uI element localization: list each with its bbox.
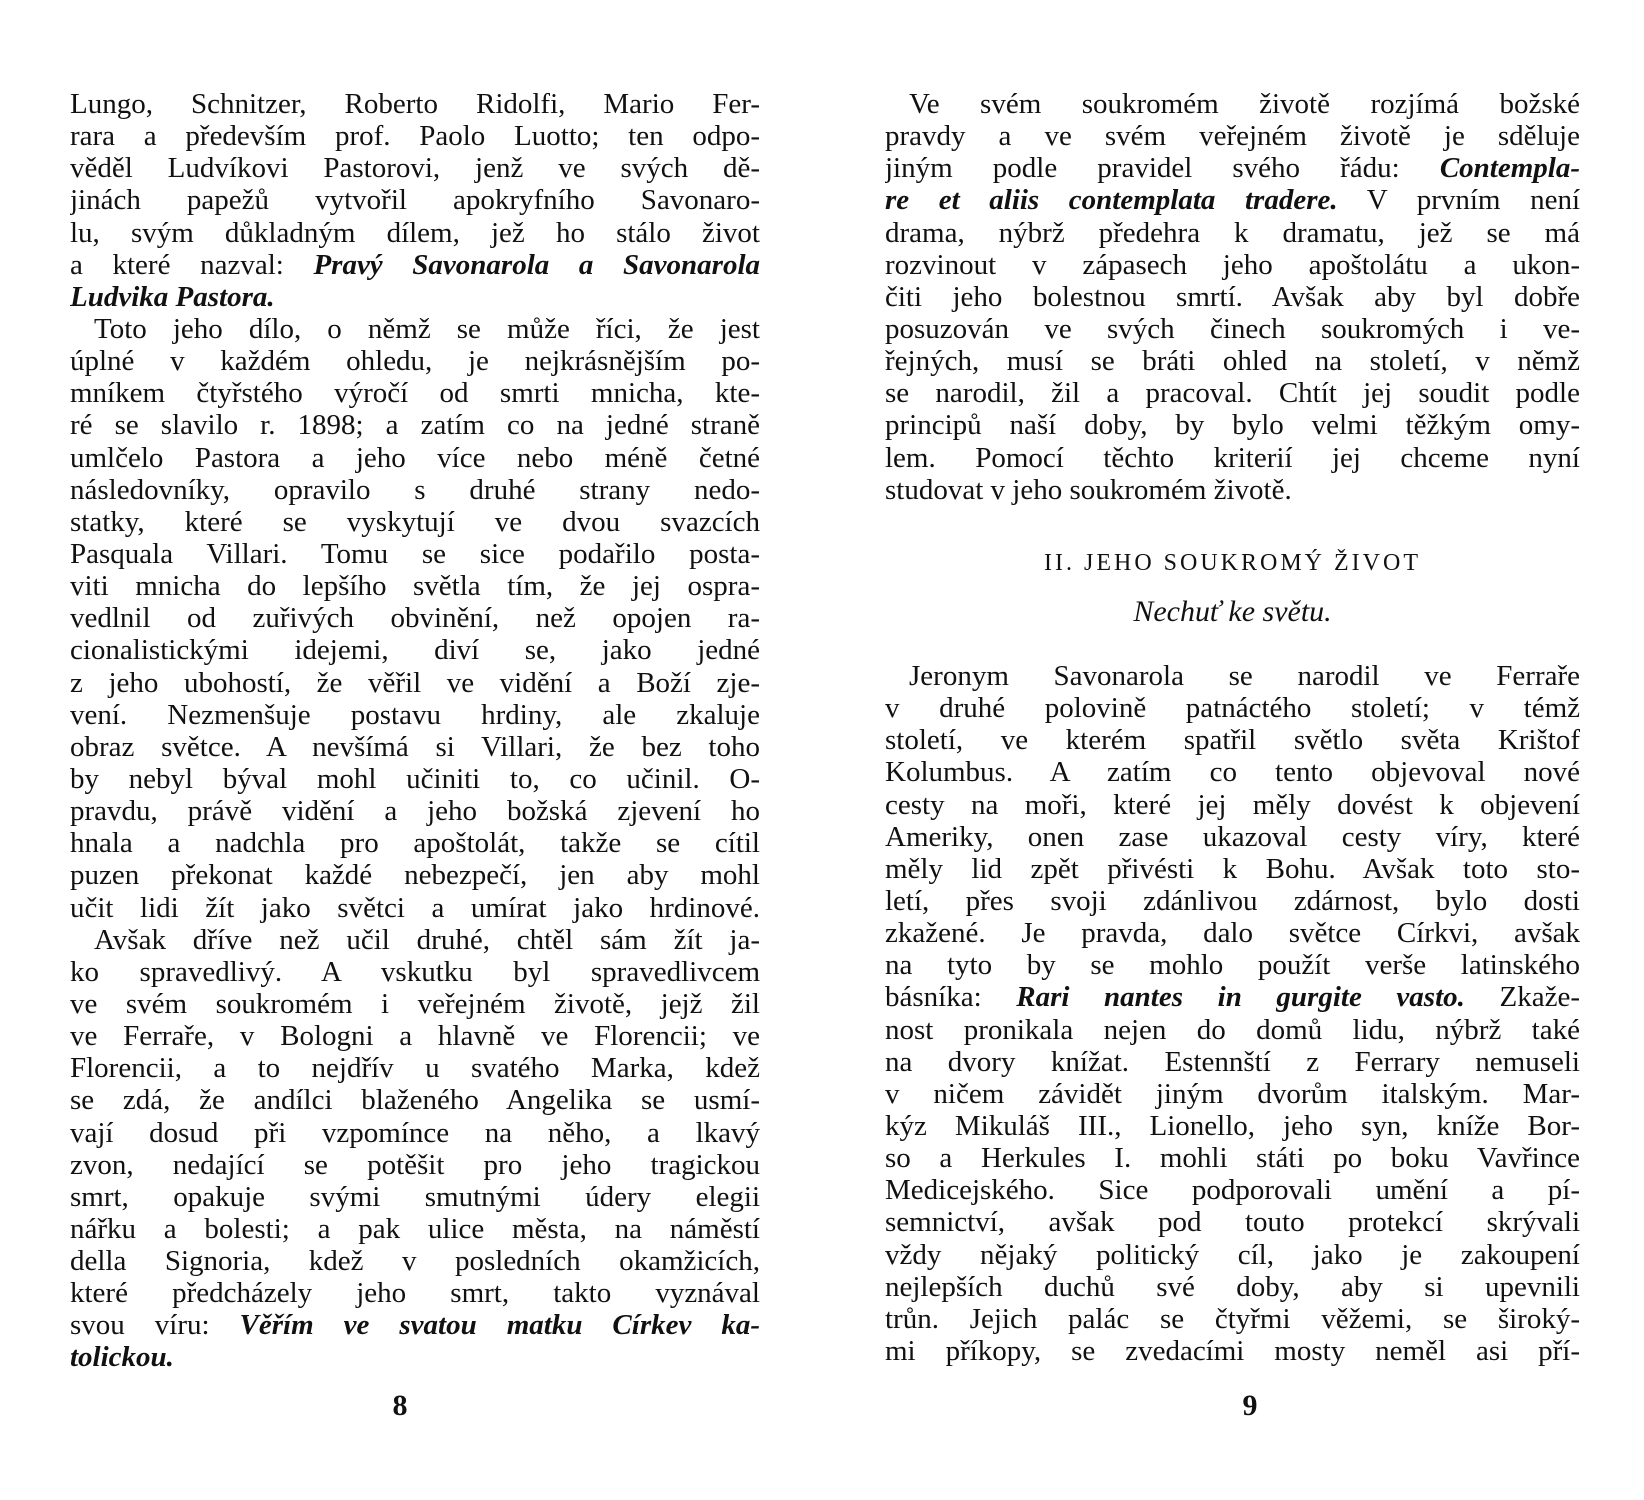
chapter-heading: II. JEHO SOUKROMÝ ŽIVOT [1044, 549, 1421, 576]
latin-quote: Contempla- [1439, 152, 1580, 185]
text-line: v druhé polovině patnáctého století; v témž [885, 692, 1580, 725]
text-line: vedlnil od zuřivých obvinění, než opojen ra- [70, 602, 760, 635]
text-line: trůn. Jejich palác se čtyřmi věžemi, se široký- [885, 1302, 1580, 1335]
text-line: řejných, musí se bráti ohled na století, v němž [885, 345, 1580, 378]
text-line: by nebyl býval mohl učiniti to, co učinil. O- [70, 762, 760, 795]
text-line: nářku a bolesti; a pak ulice města, na náměstí [70, 1212, 760, 1245]
text-line: semnictví, avšak pod touto protekcí skrývali [885, 1206, 1580, 1239]
text-line: Ve svém soukromém životě rozjímá božské [909, 88, 1580, 120]
text-line [885, 981, 1580, 1013]
chapter-subheading: Nechuť ke světu. [1133, 594, 1332, 628]
latin-quote: re et aliis contemplata tradere. [885, 184, 1338, 217]
text-line: Toto jeho dílo, o němž se může říci, že jest [94, 312, 760, 345]
left-page [70, 0, 760, 1500]
text-line: na tyto by se mohlo použít verše latinského [885, 949, 1580, 982]
text-line: na dvory knížat. Estennští z Ferrary nemuseli [885, 1045, 1580, 1078]
text-line [70, 1341, 760, 1373]
text-line: ve Ferraře, v Bologni a hlavně ve Florencii; ve [70, 1020, 760, 1053]
text-line: učit lidi žít jako světci a umírat jako hrdinové. [70, 891, 760, 924]
text-line: Ameriky, onen zase ukazoval cesty víry, které [885, 820, 1580, 853]
text-line: kýz Mikuláš III., Lionello, jeho syn, kníže Bor- [885, 1109, 1580, 1142]
text-span: jiným podle pravidel svého řádu: [885, 152, 1400, 185]
text-line: rara a především prof. Paolo Luotto; ten odpo- [70, 120, 760, 153]
text-span: básníka: [885, 981, 982, 1014]
text-line: studovat v jeho soukromém životě. [885, 473, 1292, 506]
text-line: století, ve kterém spatřil světlo světa Krištof [885, 724, 1580, 757]
text-line: hnala a nadchla pro apoštolát, takže se cítil [70, 827, 760, 860]
text-line: pravdy a ve svém veřejném životě je sděluje [885, 120, 1580, 153]
text-line: obraz světce. A nevšímá si Villari, že bez toho [70, 730, 760, 763]
text-line: Medicejského. Sice podporovali umění a pí- [885, 1174, 1580, 1207]
text-line: so a Herkules I. mohli státi po boku Vavřince [885, 1142, 1580, 1175]
text-line: smrt, opakuje svými smutnými údery elegii [70, 1180, 760, 1213]
text-line: cionalistickými idejemi, diví se, jako jedné [70, 634, 760, 667]
text-span: a které nazval: [70, 248, 284, 281]
text-line: měly lid zpět přivésti k Bohu. Avšak toto sto- [885, 852, 1580, 885]
text-line: ve svém soukromém i veřejném životě, jejž žil [70, 987, 760, 1020]
text-line: které předcházely jeho smrt, takto vyznával [70, 1277, 760, 1310]
text-line [885, 152, 1580, 184]
text-line: statky, které se vyskytují ve dvou svazcích [70, 505, 760, 538]
text-line: umlčelo Pastora a jeho více nebo méně četné [70, 441, 760, 474]
text-line: vždy nějaký politický cíl, jako je zakoupení [885, 1238, 1580, 1271]
text-line: mi příkopy, se zvedacími mosty neměl asi pří- [885, 1334, 1580, 1367]
text-line: Lungo, Schnitzer, Roberto Ridolfi, Mario Fer- [70, 88, 760, 120]
text-line: následovníky, opravilo s druhé strany nedo- [70, 473, 760, 506]
text-line: zvon, nedající se potěšit pro jeho tragickou [70, 1148, 760, 1181]
text-line: mníkem čtyřstého výročí od smrti mnicha, kte- [70, 377, 760, 410]
text-line: puzen překonat každé nebezpečí, jen aby mohl [70, 859, 760, 892]
text-line [70, 1309, 760, 1341]
text-line: čiti jeho bolestnou smrtí. Avšak aby byl dobře [885, 280, 1580, 313]
text-line: nost pronikala nejen do domů lidu, nýbrž také [885, 1013, 1580, 1046]
text-span: Zkaže- [1499, 981, 1580, 1014]
left-page-text [70, 88, 760, 1374]
text-line: pravdu, právě vidění a jeho božská zjevení ho [70, 795, 760, 828]
text-line: zkažené. Je pravda, dalo světce Církvi, avšak [885, 917, 1580, 950]
text-line [885, 184, 1580, 216]
text-line: rozvinout v zápasech jeho apoštolátu a ukon- [885, 248, 1580, 281]
italic-title: Ludvika Pastora. [70, 280, 275, 313]
italic-title: Pravý Savonarola a Savonarola [313, 248, 760, 281]
text-line: nejlepších duchů své doby, aby si upevnili [885, 1270, 1580, 1303]
text-line: Jeronym Savonarola se narodil ve Ferraře [909, 659, 1580, 692]
text-line: úplné v každém ohledu, je nejkrásnějším po- [70, 345, 760, 378]
page-number: 9 [1242, 1389, 1258, 1422]
text-line: se narodil, žil a pracoval. Chtít jej soudit podle [885, 377, 1580, 410]
text-line: drama, nýbrž předehra k dramatu, jež se má [885, 216, 1580, 249]
text-line: della Signoria, kdež v posledních okamžicích, [70, 1245, 760, 1278]
text-line: Pasquala Villari. Tomu se sice podařilo posta- [70, 537, 760, 570]
page-number: 8 [392, 1389, 408, 1422]
text-line: principů naší doby, by bylo velmi těžkým omy- [885, 409, 1580, 442]
section-spacer [885, 636, 1580, 660]
text-line: z jeho ubohostí, že věřil ve vidění a Boží zje- [70, 666, 760, 699]
text-span: svou víru: [70, 1309, 210, 1342]
latin-quote: Rari nantes in gurgite vasto. [1016, 981, 1465, 1014]
text-line: věděl Ludvíkovi Pastorovi, jenž ve svých dě- [70, 152, 760, 185]
text-line: vají dosud při vzpomínce na něho, a lkavý [70, 1116, 760, 1149]
text-line: lem. Pomocí těchto kriterií jej chceme nyní [885, 441, 1580, 474]
right-page [885, 0, 1580, 1500]
text-line [70, 281, 760, 313]
text-line: cesty na moři, které jej měly dovést k objevení [885, 788, 1580, 821]
text-line: se zdá, že andílci blaženého Angelika se usmí- [70, 1084, 760, 1117]
text-span: V prvním není [1366, 184, 1580, 217]
text-line [70, 249, 760, 281]
text-line: letí, přes svoji zdánlivou zdárnost, bylo dosti [885, 884, 1580, 917]
right-page-text [885, 88, 1580, 1367]
text-line: lu, svým důkladným dílem, jež ho stálo život [70, 216, 760, 249]
text-line: Kolumbus. A zatím co tento objevoval nové [885, 756, 1580, 789]
text-line: jinách papežů vytvořil apokryfního Savonaro- [70, 184, 760, 217]
section-spacer [885, 506, 1580, 538]
text-line: ko spravedlivý. A vskutku byl spravedlivcem [70, 955, 760, 988]
text-line: Florencii, a to nejdřív u svatého Marka, kdež [70, 1052, 760, 1085]
text-line: viti mnicha do lepšího světla tím, že jej ospra- [70, 570, 760, 603]
text-line: v ničem závidět jiným dvorům italským. Mar- [885, 1077, 1580, 1110]
italic-quote: tolickou. [70, 1341, 174, 1374]
text-line: Avšak dříve než učil druhé, chtěl sám žít ja- [94, 923, 760, 956]
text-line: vení. Nezmenšuje postavu hrdiny, ale zkaluje [70, 698, 760, 731]
text-line: ré se slavilo r. 1898; a zatím co na jedné straně [70, 409, 760, 442]
text-line: posuzován ve svých činech soukromých i ve- [885, 312, 1580, 345]
italic-quote: Věřím ve svatou matku Církev ka- [239, 1309, 760, 1342]
